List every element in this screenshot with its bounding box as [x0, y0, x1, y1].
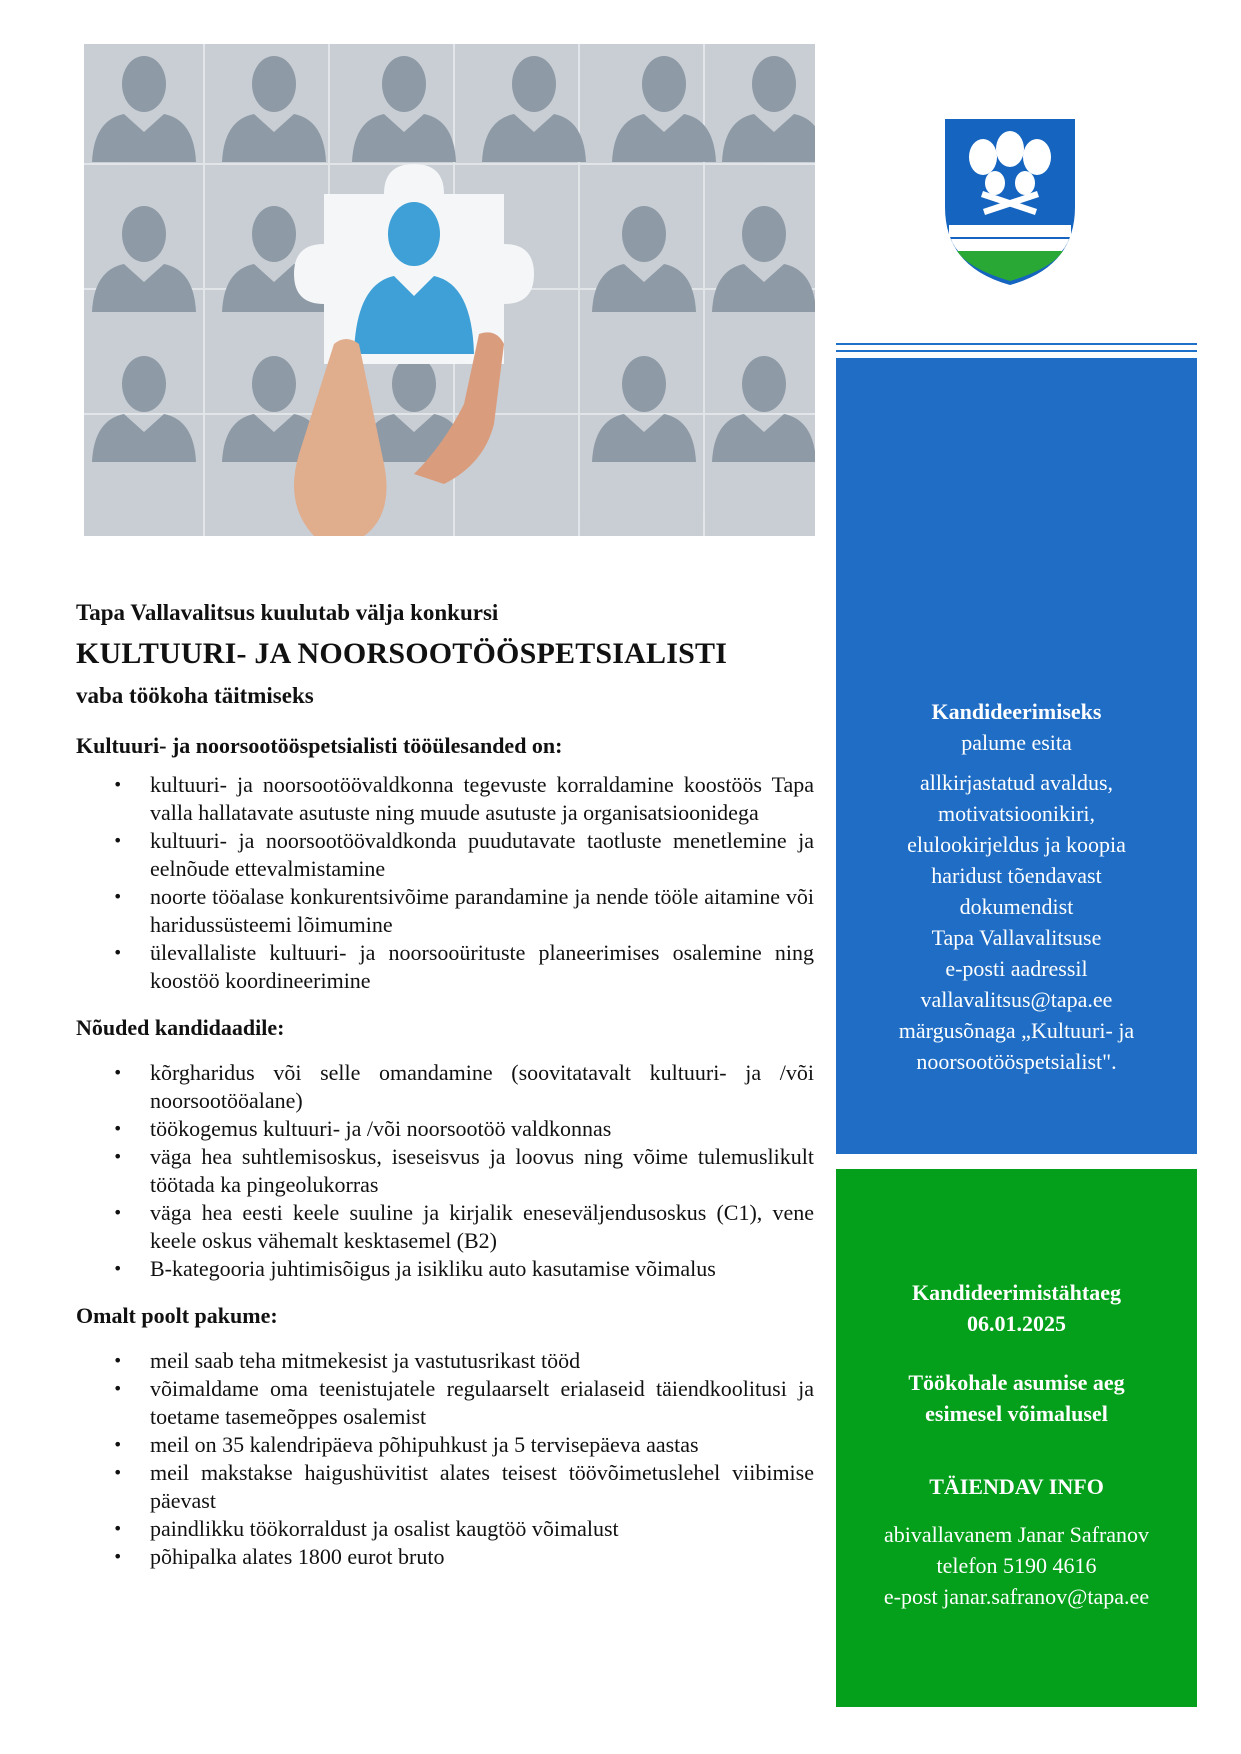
deadline-panel [836, 1169, 1197, 1707]
apply-line: Tapa Vallavalitsuse [931, 925, 1102, 950]
requirements-list [76, 1059, 814, 1283]
offer-list [76, 1347, 814, 1571]
list-item: • kõrgharidus või selle omandamine (soovitatavalt kultuuri- ja /või noorsootööalane) [76, 1059, 814, 1115]
apply-line: allkirjastatud avaldus, [919, 770, 1114, 795]
intro-subtext: vaba töökoha täitmiseks [76, 683, 314, 708]
apply-heading: Kandideerimiseks [931, 699, 1102, 724]
list-item: • noorte tööalase konkurentsivõime parandamine ja nende tööle aitamine või haridussüsteemi lõimumine [76, 883, 814, 939]
tapa-coat-of-arms-logo [943, 117, 1077, 287]
offer-title: Omalt poolt pakume: [76, 1303, 278, 1328]
job-description [76, 600, 814, 1571]
list-item: • kultuuri- ja noorsootöövaldkonna tegevuste korraldamine koostöös Tapa valla hallatavate asutuste ning muude asutuste ja organisatsioonidega [76, 771, 814, 827]
application-panel [836, 358, 1197, 1154]
duties-title: Kultuuri- ja noorsootööspetsialisti tööülesanded on: [76, 733, 563, 758]
list-item: • ülevallaliste kultuuri- ja noorsooürituste planeerimises osalemine ning koostöö koordineerimine [76, 939, 814, 995]
hero-image [84, 44, 815, 536]
list-item: • meil makstakse haigushüvitist alates teisest töövõimetuslehel viibimise päevast [76, 1459, 814, 1515]
intro-text: Tapa Vallavalitsus kuulutab välja konkursi [76, 600, 499, 625]
apply-line: noorsootööspetsialist". [916, 1049, 1117, 1074]
contact-title: TÄIENDAV INFO [929, 1474, 1104, 1499]
deadline-date: 06.01.2025 [967, 1311, 1066, 1336]
list-item: • põhipalka alates 1800 eurot bruto [76, 1543, 814, 1571]
apply-line: palume esita [961, 730, 1072, 755]
list-item: • võimaldame oma teenistujatele regulaarselt erialaseid täiendkoolitusi ja toetame tasemeõppes osalemist [76, 1375, 814, 1431]
contact-email: e-post janar.safranov@tapa.ee [883, 1584, 1150, 1609]
apply-line: e-posti aadressil [945, 956, 1088, 981]
list-item: • meil on 35 kalendripäeva põhipuhkust ja 5 tervisepäeva aastas [76, 1431, 814, 1459]
list-item: • töökogemus kultuuri- ja /või noorsootöö valdkonnas [76, 1115, 814, 1143]
apply-email: vallavalitsus@tapa.ee [920, 987, 1113, 1012]
requirements-title: Nõuded kandidaadile: [76, 1015, 285, 1040]
page-title: KULTUURI- JA NOORSOOTÖÖSPETSIALISTI [76, 637, 728, 670]
list-item: • paindlikku töökorraldust ja osalist kaugtöö võimalust [76, 1515, 814, 1543]
apply-line: haridust tõendavast [931, 863, 1102, 888]
deadline-label: Kandideerimistähtaeg [912, 1280, 1121, 1305]
list-item: • meil saab teha mitmekesist ja vastutusrikast tööd [76, 1347, 814, 1375]
list-item: • väga hea eesti keele suuline ja kirjalik eneseväljendusoskus (C1), vene keele oskus vähemalt kesktasemel (B2) [76, 1199, 814, 1255]
divider-line [836, 350, 1197, 352]
apply-line: märgusõnaga „Kultuuri- ja [898, 1018, 1135, 1043]
duties-list [76, 771, 814, 995]
divider-line [836, 343, 1197, 345]
list-item: • B-kategooria juhtimisõigus ja isikliku auto kasutamise võimalus [76, 1255, 814, 1283]
list-item: • kultuuri- ja noorsootöövaldkonda puudutavate taotluste menetlemine ja eelnõude ettevalmistamine [76, 827, 814, 883]
contact-phone: telefon 5190 4616 [936, 1553, 1097, 1578]
list-item: • väga hea suhtlemisoskus, iseseisvus ja loovus ning võime tulemuslikult töötada ka pingeolukorras [76, 1143, 814, 1199]
apply-line: dokumendist [959, 894, 1074, 919]
apply-line: motivatsioonikiri, [937, 801, 1096, 826]
start-value: esimesel võimalusel [925, 1401, 1108, 1426]
contact-name: abivallavanem Janar Safranov [883, 1522, 1150, 1547]
apply-line: elulookirjeldus ja koopia [907, 832, 1126, 857]
start-label: Töökohale asumise aeg [908, 1370, 1125, 1395]
